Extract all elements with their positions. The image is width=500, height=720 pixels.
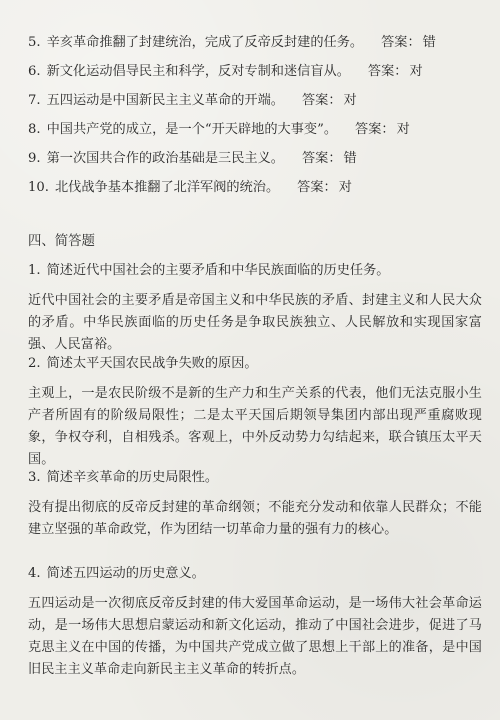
answer-text: 没有提出彻底的反帝反封建的革命纲领；不能充分发动和依靠人民群众；不能建立坚强的革命政党，作为团结一切革命力量的强有力的核心。	[28, 500, 482, 537]
section-title: 四、简答题	[28, 234, 95, 249]
item-statement: 北伐战争基本推翻了北洋军阀的统治。	[54, 180, 280, 195]
answer-value: 对	[396, 122, 410, 137]
question-number: 2.	[28, 356, 41, 371]
true-false-item-8	[28, 115, 482, 144]
item-statement: 中国共产党的成立，是一个“开天辟地的大事变”。	[46, 122, 338, 137]
answer-text: 近代中国社会的主要矛盾是帝国主义和中华民族的矛盾、封建主义和人民大众的矛盾。中华民族面临的历史任务是争取民族独立、人民解放和实现国家富强、人民富裕。	[28, 293, 482, 352]
short-answer-item-1	[28, 262, 482, 356]
item-statement: 第一次国共合作的政治基础是三民主义。	[46, 151, 284, 166]
question-text: 简述太平天国农民战争失败的原因。	[46, 356, 258, 371]
true-false-item-9	[28, 144, 482, 173]
question-text: 简述近代中国社会的主要矛盾和中华民族面临的历史任务。	[46, 263, 390, 278]
short-answer-item-3	[28, 469, 482, 541]
item-number: 8.	[28, 122, 41, 137]
item-number: 10.	[28, 180, 49, 195]
answer-value: 对	[409, 64, 423, 79]
answer-text: 五四运动是一次彻底反帝反封建的伟大爱国革命运动，是一场伟大社会革命运动，是一场伟大思想启蒙运动和新文化运动，推动了中国社会进步，促进了马克思主义在中国的传播，为中国共产党成立做了思想上干部上的准备，是中国旧民主主义革命走向新民主主义革命的转折点。	[28, 596, 482, 677]
question	[28, 469, 482, 487]
answer-value: 对	[338, 180, 352, 195]
question-number: 3.	[28, 470, 41, 485]
answer-value: 错	[422, 35, 436, 50]
question	[28, 262, 482, 280]
answer-value: 对	[343, 93, 357, 108]
answer-label: 答案：	[301, 151, 342, 166]
item-number: 9.	[28, 151, 41, 166]
answer-label: 答案：	[381, 35, 421, 50]
answer-label: 答案：	[301, 93, 342, 108]
true-false-item-7	[28, 86, 482, 115]
answer-label: 答案：	[367, 64, 408, 79]
question-number: 1.	[28, 263, 41, 278]
answer-label: 答案：	[355, 122, 395, 137]
true-false-item-6	[28, 57, 482, 86]
item-number: 7.	[28, 93, 41, 108]
true-false-item-5	[28, 28, 482, 57]
question	[28, 355, 482, 373]
question-text: 简述辛亥革命的历史局限性。	[46, 470, 219, 485]
question-number: 4.	[28, 566, 41, 581]
short-answer-item-2	[28, 355, 482, 471]
true-false-item-10	[28, 173, 482, 202]
answer-text: 主观上，一是农民阶级不是新的生产力和生产关系的代表，他们无法克服小生产者所固有的阶级局限性；二是太平天国后期领导集团内部出现严重腐败现象，争权夺利，自相残杀。客观上，中外反动势力勾结起来，联合镇压太平天国。	[28, 386, 482, 467]
item-number: 6.	[28, 64, 41, 79]
question-text: 简述五四运动的历史意义。	[46, 566, 205, 581]
item-statement: 辛亥革命推翻了封建统治，完成了反帝反封建的任务。	[46, 35, 364, 50]
question	[28, 565, 482, 583]
item-number: 5.	[28, 35, 41, 50]
item-statement: 五四运动是中国新民主主义革命的开端。	[46, 93, 284, 108]
item-statement: 新文化运动倡导民主和科学，反对专制和迷信盲从。	[46, 64, 350, 79]
answer-value: 错	[343, 151, 357, 166]
true-false-list	[28, 28, 482, 202]
short-answer-item-4	[28, 565, 482, 681]
answer-label: 答案：	[297, 180, 337, 195]
